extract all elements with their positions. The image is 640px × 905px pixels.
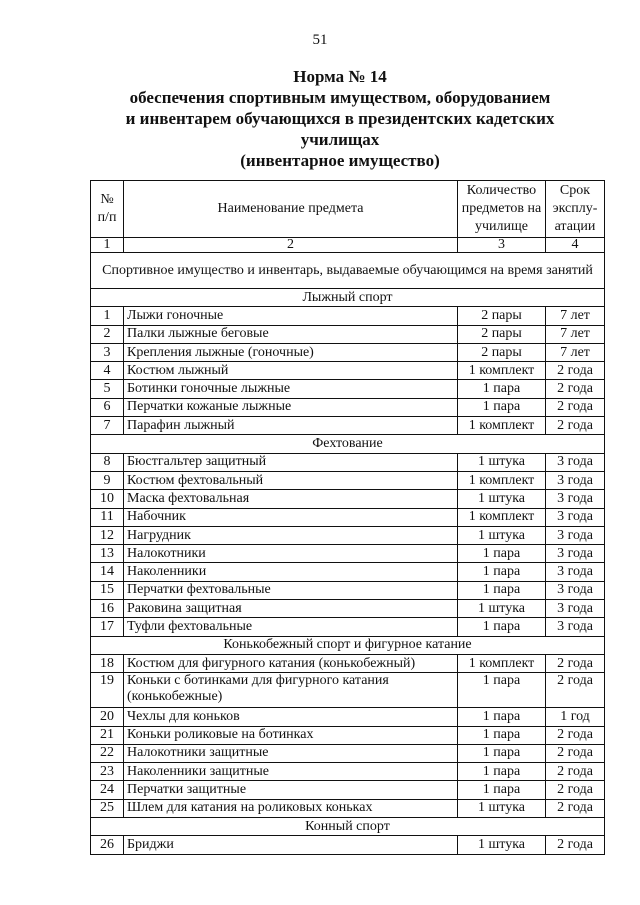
table-row (91, 398, 605, 416)
title-norm-number: Норма № 14 (293, 67, 387, 86)
section-row (91, 636, 605, 654)
table-row (91, 545, 605, 563)
cell-qty: 1 пара (458, 708, 546, 726)
general-section-row (91, 253, 605, 289)
cell-term: 2 года (546, 417, 605, 435)
cell-term: 3 года (546, 526, 605, 544)
title-line: и инвентарем обучающихся в президентских кадетских (125, 109, 555, 128)
cell-term: 7 лет (546, 307, 605, 325)
cell-name: Костюм фехтовальный (124, 471, 458, 489)
cell-term: 3 года (546, 508, 605, 526)
cell-num: 18 (91, 654, 124, 672)
cell-term: 2 года (546, 799, 605, 817)
section-title: Фехтование (91, 435, 605, 453)
cell-qty: 2 пары (458, 307, 546, 325)
table-row (91, 673, 605, 708)
table-row (91, 343, 605, 361)
table-row (91, 600, 605, 618)
cell-qty: 1 штука (458, 836, 546, 854)
table-row (91, 836, 605, 854)
table-row (91, 763, 605, 781)
table-body (91, 238, 605, 855)
cell-num: 2 (91, 325, 124, 343)
cell-num: 20 (91, 708, 124, 726)
cell-num: 11 (91, 508, 124, 526)
cell-term: 7 лет (546, 343, 605, 361)
section-title: Лыжный спорт (91, 289, 605, 307)
header-qty: Количество предметов на училище (458, 181, 546, 238)
cell-num: 21 (91, 726, 124, 744)
cell-term: 2 года (546, 744, 605, 762)
cell-name: Крепления лыжные (гоночные) (124, 343, 458, 361)
cell-num: 25 (91, 799, 124, 817)
cell-num: 16 (91, 600, 124, 618)
table-header-row (91, 181, 605, 238)
title-line: училищах (300, 130, 380, 149)
header-name: Наименование предмета (124, 181, 458, 238)
cell-num: 15 (91, 581, 124, 599)
cell-name: Налокотники защитные (124, 744, 458, 762)
table-row (91, 744, 605, 762)
cell-qty: 1 штука (458, 799, 546, 817)
table-row (91, 380, 605, 398)
cell-num: 17 (91, 618, 124, 636)
cell-name: Ботинки гоночные лыжные (124, 380, 458, 398)
cell-num: 22 (91, 744, 124, 762)
cell-num: 5 (91, 380, 124, 398)
cell-term: 2 года (546, 380, 605, 398)
title-line: обеспечения спортивным имуществом, оборудованием (129, 88, 551, 107)
cell-term: 7 лет (546, 325, 605, 343)
cell-term: 2 года (546, 362, 605, 380)
cell-num: 8 (91, 453, 124, 471)
cell-term: 2 года (546, 726, 605, 744)
cell-num: 10 (91, 490, 124, 508)
table-row (91, 417, 605, 435)
cell-name: Чехлы для коньков (124, 708, 458, 726)
cell-term: 2 года (546, 836, 605, 854)
cell-num: 1 (91, 307, 124, 325)
header-term: Срок эксплу-атации (546, 181, 605, 238)
cell-name: Раковина защитная (124, 600, 458, 618)
cell-name: Нагрудник (124, 526, 458, 544)
cell-term: 3 года (546, 453, 605, 471)
cell-num: 26 (91, 836, 124, 854)
cell-name: Перчатки фехтовальные (124, 581, 458, 599)
table-row (91, 362, 605, 380)
cell-num: 6 (91, 398, 124, 416)
cell-qty: 1 пара (458, 781, 546, 799)
cell-num: 3 (91, 343, 124, 361)
column-index: 2 (124, 238, 458, 253)
cell-name: Наколенники (124, 563, 458, 581)
cell-qty: 1 пара (458, 744, 546, 762)
norms-table (90, 180, 605, 855)
cell-term: 2 года (546, 781, 605, 799)
cell-term: 3 года (546, 600, 605, 618)
cell-term: 3 года (546, 490, 605, 508)
cell-qty: 1 штука (458, 453, 546, 471)
cell-term: 3 года (546, 618, 605, 636)
cell-qty: 1 пара (458, 581, 546, 599)
cell-term: 3 года (546, 581, 605, 599)
cell-qty: 1 пара (458, 545, 546, 563)
cell-term: 3 года (546, 471, 605, 489)
cell-num: 19 (91, 673, 124, 708)
cell-name: Перчатки кожаные лыжные (124, 398, 458, 416)
cell-term: 2 года (546, 763, 605, 781)
cell-qty: 1 пара (458, 563, 546, 581)
cell-name: Туфли фехтовальные (124, 618, 458, 636)
cell-num: 7 (91, 417, 124, 435)
column-index: 1 (91, 238, 124, 253)
document-title (60, 66, 620, 171)
cell-name: Маска фехтовальная (124, 490, 458, 508)
table-row (91, 453, 605, 471)
cell-qty: 1 штука (458, 526, 546, 544)
cell-qty: 1 пара (458, 618, 546, 636)
table-row (91, 726, 605, 744)
cell-qty: 1 пара (458, 726, 546, 744)
column-index: 4 (546, 238, 605, 253)
cell-name: Костюм для фигурного катания (конькобежный) (124, 654, 458, 672)
cell-name: Наколенники защитные (124, 763, 458, 781)
cell-term: 2 года (546, 398, 605, 416)
cell-name: Парафин лыжный (124, 417, 458, 435)
table-row (91, 563, 605, 581)
table-row (91, 781, 605, 799)
cell-term: 2 года (546, 654, 605, 672)
cell-name: Коньки с ботинками для фигурного катания (конькобежные) (124, 673, 458, 708)
table-row (91, 799, 605, 817)
cell-name: Налокотники (124, 545, 458, 563)
cell-num: 14 (91, 563, 124, 581)
cell-qty: 1 комплект (458, 471, 546, 489)
cell-qty: 1 комплект (458, 654, 546, 672)
section-title: Конькобежный спорт и фигурное катание (91, 636, 605, 654)
cell-term: 1 год (546, 708, 605, 726)
cell-term: 2 года (546, 673, 605, 708)
cell-term: 3 года (546, 545, 605, 563)
table-row (91, 526, 605, 544)
cell-num: 13 (91, 545, 124, 563)
cell-num: 23 (91, 763, 124, 781)
cell-num: 12 (91, 526, 124, 544)
cell-name: Лыжи гоночные (124, 307, 458, 325)
cell-qty: 1 пара (458, 673, 546, 708)
section-row (91, 818, 605, 836)
column-index-row (91, 238, 605, 253)
cell-name: Коньки роликовые на ботинках (124, 726, 458, 744)
cell-qty: 1 комплект (458, 508, 546, 526)
cell-qty: 2 пары (458, 343, 546, 361)
table-row (91, 471, 605, 489)
cell-name: Костюм лыжный (124, 362, 458, 380)
title-subtitle: (инвентарное имущество) (240, 151, 440, 170)
page-number: 51 (312, 32, 328, 48)
cell-qty: 1 комплект (458, 417, 546, 435)
header-num: № п/п (91, 181, 124, 238)
table-row (91, 508, 605, 526)
section-row (91, 289, 605, 307)
cell-name: Бриджи (124, 836, 458, 854)
cell-qty: 1 пара (458, 398, 546, 416)
cell-name: Набочник (124, 508, 458, 526)
table-row (91, 490, 605, 508)
table-row (91, 654, 605, 672)
section-title: Конный спорт (91, 818, 605, 836)
cell-num: 4 (91, 362, 124, 380)
column-index: 3 (458, 238, 546, 253)
table-row (91, 307, 605, 325)
table-row (91, 581, 605, 599)
cell-num: 24 (91, 781, 124, 799)
cell-name: Палки лыжные беговые (124, 325, 458, 343)
cell-term: 3 года (546, 563, 605, 581)
cell-name: Бюстгальтер защитный (124, 453, 458, 471)
general-section-title: Спортивное имущество и инвентарь, выдаваемые обучающимся на время занятий (91, 253, 605, 289)
table-row (91, 618, 605, 636)
cell-qty: 1 комплект (458, 362, 546, 380)
cell-qty: 1 пара (458, 763, 546, 781)
table-row (91, 325, 605, 343)
cell-qty: 1 пара (458, 380, 546, 398)
cell-name: Шлем для катания на роликовых коньках (124, 799, 458, 817)
cell-num: 9 (91, 471, 124, 489)
cell-qty: 2 пары (458, 325, 546, 343)
table-row (91, 708, 605, 726)
cell-name: Перчатки защитные (124, 781, 458, 799)
cell-qty: 1 штука (458, 490, 546, 508)
section-row (91, 435, 605, 453)
cell-qty: 1 штука (458, 600, 546, 618)
